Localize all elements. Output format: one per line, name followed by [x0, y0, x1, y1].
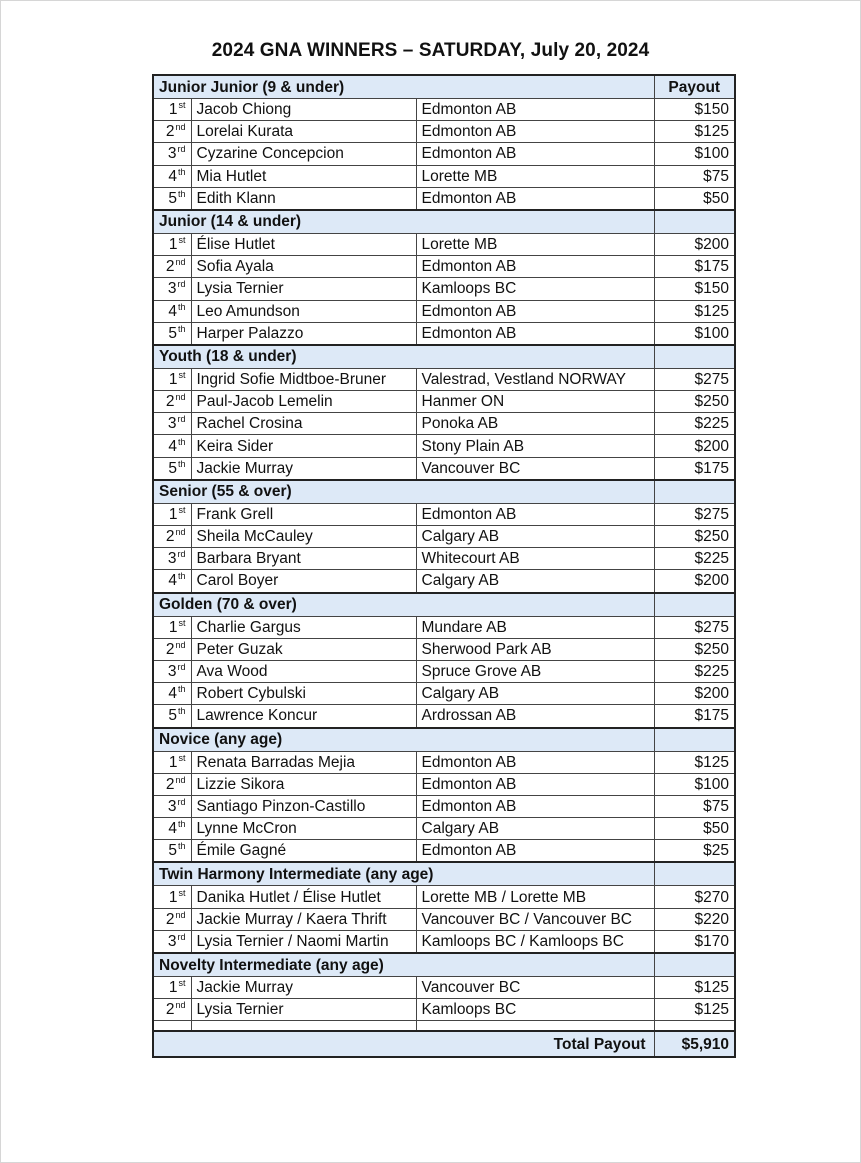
- winner-name: Peter Guzak: [191, 638, 416, 660]
- winner-name: Émile Gagné: [191, 840, 416, 863]
- place-cell: [153, 233, 191, 255]
- place-number: 2: [165, 123, 175, 141]
- place-cell: [153, 435, 191, 457]
- place-suffix: th: [177, 819, 186, 830]
- section-header-row: [153, 862, 735, 886]
- winner-row: [153, 751, 735, 773]
- winner-payout: $275: [654, 503, 735, 525]
- winner-name: Élise Hutlet: [191, 233, 416, 255]
- place-cell: [153, 773, 191, 795]
- payout-header: [654, 345, 735, 369]
- place-suffix: th: [177, 166, 186, 177]
- winner-location: Calgary AB: [416, 683, 654, 705]
- winner-name: Lysia Ternier: [191, 999, 416, 1021]
- payout-header: [654, 210, 735, 234]
- place-number: 1: [168, 753, 178, 771]
- blank-cell: [416, 1021, 654, 1032]
- winner-name: Ava Wood: [191, 660, 416, 682]
- winner-row: [153, 165, 735, 187]
- place-cell: [153, 300, 191, 322]
- section-title: Junior Junior (9 & under): [153, 75, 654, 99]
- winner-name: Jacob Chiong: [191, 99, 416, 121]
- place-number: 1: [168, 236, 178, 254]
- winner-name: Jackie Murray / Kaera Thrift: [191, 908, 416, 930]
- place-suffix: nd: [175, 774, 186, 785]
- place-cell: [153, 548, 191, 570]
- winner-location: Edmonton AB: [416, 121, 654, 143]
- winner-row: [153, 256, 735, 278]
- winner-name: Jackie Murray: [191, 977, 416, 999]
- place-cell: [153, 526, 191, 548]
- winner-payout: $75: [654, 795, 735, 817]
- winner-name: Lysia Ternier / Naomi Martin: [191, 930, 416, 953]
- winner-row: [153, 503, 735, 525]
- winner-payout: $150: [654, 278, 735, 300]
- place-number: 2: [165, 775, 175, 793]
- place-cell: [153, 99, 191, 121]
- place-number: 2: [165, 1001, 175, 1019]
- winner-payout: $225: [654, 660, 735, 682]
- place-cell: [153, 660, 191, 682]
- winner-location: Sherwood Park AB: [416, 638, 654, 660]
- place-cell: [153, 683, 191, 705]
- place-cell: [153, 570, 191, 593]
- payout-header: [654, 480, 735, 504]
- place-cell: [153, 368, 191, 390]
- place-suffix: nd: [175, 639, 186, 650]
- winner-location: Edmonton AB: [416, 99, 654, 121]
- winner-row: [153, 660, 735, 682]
- winner-row: [153, 278, 735, 300]
- place-suffix: rd: [177, 549, 186, 560]
- winner-name: Renata Barradas Mejia: [191, 751, 416, 773]
- section-title: Youth (18 & under): [153, 345, 654, 369]
- winner-row: [153, 187, 735, 210]
- winner-name: Lynne McCron: [191, 818, 416, 840]
- winner-location: Vancouver BC / Vancouver BC: [416, 908, 654, 930]
- winner-name: Keira Sider: [191, 435, 416, 457]
- winner-payout: $175: [654, 705, 735, 728]
- place-suffix: st: [178, 504, 186, 515]
- place-number: 1: [168, 101, 178, 119]
- place-suffix: th: [177, 301, 186, 312]
- winner-payout: $125: [654, 977, 735, 999]
- place-suffix: th: [177, 571, 186, 582]
- place-cell: [153, 840, 191, 863]
- winner-name: Danika Hutlet / Élise Hutlet: [191, 886, 416, 908]
- section-header-row: [153, 728, 735, 752]
- place-cell: [153, 977, 191, 999]
- winner-payout: $220: [654, 908, 735, 930]
- place-cell: [153, 503, 191, 525]
- winner-payout: $100: [654, 143, 735, 165]
- winner-payout: $175: [654, 457, 735, 480]
- place-cell: [153, 886, 191, 908]
- winner-payout: $200: [654, 570, 735, 593]
- winner-location: Edmonton AB: [416, 143, 654, 165]
- winner-row: [153, 795, 735, 817]
- winner-row: [153, 413, 735, 435]
- winner-name: Jackie Murray: [191, 457, 416, 480]
- winner-payout: $50: [654, 187, 735, 210]
- place-cell: [153, 322, 191, 345]
- place-number: 3: [167, 797, 177, 815]
- place-cell: [153, 391, 191, 413]
- winner-name: Carol Boyer: [191, 570, 416, 593]
- place-cell: [153, 638, 191, 660]
- winner-location: Kamloops BC: [416, 278, 654, 300]
- place-number: 3: [167, 280, 177, 298]
- winner-location: Kamloops BC / Kamloops BC: [416, 930, 654, 953]
- place-number: 3: [167, 145, 177, 163]
- place-number: 1: [168, 505, 178, 523]
- blank-row: [153, 1021, 735, 1032]
- winner-payout: $100: [654, 773, 735, 795]
- winner-payout: $125: [654, 121, 735, 143]
- winner-name: Paul-Jacob Lemelin: [191, 391, 416, 413]
- winner-payout: $175: [654, 256, 735, 278]
- place-cell: [153, 143, 191, 165]
- winner-name: Santiago Pinzon-Castillo: [191, 795, 416, 817]
- section-title: Novelty Intermediate (any age): [153, 953, 654, 977]
- section-title: Senior (55 & over): [153, 480, 654, 504]
- place-number: 3: [167, 663, 177, 681]
- place-number: 5: [168, 324, 177, 342]
- payout-header: [654, 593, 735, 617]
- winner-payout: $100: [654, 322, 735, 345]
- place-suffix: nd: [175, 392, 186, 403]
- place-cell: [153, 278, 191, 300]
- winner-row: [153, 683, 735, 705]
- section-header-row: [153, 480, 735, 504]
- section-title: Golden (70 & over): [153, 593, 654, 617]
- place-number: 5: [168, 459, 177, 477]
- section-header-row: [153, 953, 735, 977]
- winner-row: [153, 391, 735, 413]
- winner-location: Whitecourt AB: [416, 548, 654, 570]
- place-cell: [153, 165, 191, 187]
- place-number: 2: [165, 910, 175, 928]
- winner-payout: $200: [654, 683, 735, 705]
- place-suffix: th: [177, 706, 186, 717]
- winner-location: Hanmer ON: [416, 391, 654, 413]
- winner-row: [153, 705, 735, 728]
- winner-payout: $200: [654, 435, 735, 457]
- place-suffix: st: [178, 887, 186, 898]
- blank-cell: [153, 1021, 191, 1032]
- section-header-row: [153, 210, 735, 234]
- winner-row: [153, 570, 735, 593]
- section-header-row: [153, 593, 735, 617]
- winner-location: Kamloops BC: [416, 999, 654, 1021]
- place-number: 4: [168, 167, 177, 185]
- winner-row: [153, 773, 735, 795]
- winner-name: Cyzarine Concepcion: [191, 143, 416, 165]
- place-cell: [153, 908, 191, 930]
- place-suffix: st: [178, 100, 186, 111]
- winner-location: Edmonton AB: [416, 300, 654, 322]
- blank-cell: [654, 1021, 735, 1032]
- winner-name: Edith Klann: [191, 187, 416, 210]
- winner-row: [153, 616, 735, 638]
- place-suffix: th: [177, 684, 186, 695]
- winner-location: Vancouver BC: [416, 457, 654, 480]
- winner-payout: $125: [654, 751, 735, 773]
- winner-payout: $275: [654, 368, 735, 390]
- winner-name: Ingrid Sofie Midtboe-Bruner: [191, 368, 416, 390]
- winner-row: [153, 886, 735, 908]
- place-number: 4: [168, 437, 177, 455]
- place-cell: [153, 457, 191, 480]
- place-number: 2: [165, 258, 175, 276]
- winner-payout: $225: [654, 548, 735, 570]
- place-number: 5: [168, 189, 177, 207]
- place-suffix: th: [177, 841, 186, 852]
- place-suffix: st: [178, 617, 186, 628]
- winner-location: Lorette MB: [416, 165, 654, 187]
- place-cell: [153, 818, 191, 840]
- winner-row: [153, 548, 735, 570]
- winner-location: Mundare AB: [416, 616, 654, 638]
- winner-location: Edmonton AB: [416, 773, 654, 795]
- winner-payout: $225: [654, 413, 735, 435]
- place-suffix: nd: [175, 257, 186, 268]
- winner-location: Edmonton AB: [416, 256, 654, 278]
- winner-row: [153, 99, 735, 121]
- place-number: 1: [168, 370, 178, 388]
- winner-row: [153, 999, 735, 1021]
- place-number: 1: [168, 618, 178, 636]
- section-title: Twin Harmony Intermediate (any age): [153, 862, 654, 886]
- winner-location: Ardrossan AB: [416, 705, 654, 728]
- place-number: 4: [168, 685, 177, 703]
- place-suffix: nd: [175, 1000, 186, 1011]
- place-cell: [153, 121, 191, 143]
- place-suffix: th: [177, 436, 186, 447]
- blank-cell: [191, 1021, 416, 1032]
- place-number: 5: [168, 707, 177, 725]
- winner-location: Vancouver BC: [416, 977, 654, 999]
- place-suffix: nd: [175, 909, 186, 920]
- place-suffix: th: [177, 188, 186, 199]
- winner-payout: $170: [654, 930, 735, 953]
- winner-name: Charlie Gargus: [191, 616, 416, 638]
- place-suffix: nd: [175, 122, 186, 133]
- place-number: 2: [165, 640, 175, 658]
- winner-row: [153, 368, 735, 390]
- winners-table-body: [153, 75, 735, 1057]
- winner-name: Lawrence Koncur: [191, 705, 416, 728]
- section-header-row: [153, 75, 735, 99]
- payout-header: [654, 953, 735, 977]
- winner-name: Lysia Ternier: [191, 278, 416, 300]
- winner-location: Calgary AB: [416, 570, 654, 593]
- section-title: Junior (14 & under): [153, 210, 654, 234]
- winner-name: Robert Cybulski: [191, 683, 416, 705]
- winner-payout: $75: [654, 165, 735, 187]
- winner-location: Edmonton AB: [416, 795, 654, 817]
- place-cell: [153, 930, 191, 953]
- place-cell: [153, 187, 191, 210]
- winner-payout: $25: [654, 840, 735, 863]
- winner-name: Lorelai Kurata: [191, 121, 416, 143]
- winner-name: Lizzie Sikora: [191, 773, 416, 795]
- place-cell: [153, 256, 191, 278]
- winner-name: Rachel Crosina: [191, 413, 416, 435]
- place-suffix: nd: [175, 527, 186, 538]
- place-suffix: st: [178, 978, 186, 989]
- winner-payout: $125: [654, 999, 735, 1021]
- winner-location: Edmonton AB: [416, 322, 654, 345]
- winner-payout: $250: [654, 526, 735, 548]
- winners-table: [152, 74, 736, 1058]
- winner-location: Calgary AB: [416, 818, 654, 840]
- winner-name: Sofia Ayala: [191, 256, 416, 278]
- place-number: 4: [168, 302, 177, 320]
- place-number: 1: [168, 979, 178, 997]
- place-suffix: rd: [177, 414, 186, 425]
- winner-name: Barbara Bryant: [191, 548, 416, 570]
- winner-location: Stony Plain AB: [416, 435, 654, 457]
- place-cell: [153, 999, 191, 1021]
- winner-payout: $50: [654, 818, 735, 840]
- total-value: $5,910: [654, 1031, 735, 1057]
- place-cell: [153, 751, 191, 773]
- section-title: Novice (any age): [153, 728, 654, 752]
- payout-header: [654, 728, 735, 752]
- page-title: 2024 GNA WINNERS – SATURDAY, July 20, 2024: [211, 40, 650, 61]
- place-suffix: rd: [177, 279, 186, 290]
- winner-row: [153, 457, 735, 480]
- place-cell: [153, 705, 191, 728]
- place-number: 3: [167, 932, 177, 950]
- winner-name: Sheila McCauley: [191, 526, 416, 548]
- place-number: 1: [168, 888, 178, 906]
- winner-row: [153, 930, 735, 953]
- place-cell: [153, 413, 191, 435]
- total-label: Total Payout: [153, 1031, 654, 1057]
- winner-location: Edmonton AB: [416, 840, 654, 863]
- place-number: 3: [167, 550, 177, 568]
- place-suffix: th: [177, 458, 186, 469]
- place-number: 4: [168, 572, 177, 590]
- winner-row: [153, 977, 735, 999]
- winner-row: [153, 233, 735, 255]
- winner-payout: $270: [654, 886, 735, 908]
- winner-payout: $250: [654, 638, 735, 660]
- winner-row: [153, 526, 735, 548]
- total-row: [153, 1031, 735, 1057]
- winner-location: Valestrad, Vestland NORWAY: [416, 368, 654, 390]
- place-cell: [153, 616, 191, 638]
- payout-header: Payout: [654, 75, 735, 99]
- winner-location: Ponoka AB: [416, 413, 654, 435]
- place-suffix: th: [177, 323, 186, 334]
- payout-header: [654, 862, 735, 886]
- place-number: 4: [168, 820, 177, 838]
- winner-location: Spruce Grove AB: [416, 660, 654, 682]
- winner-payout: $275: [654, 616, 735, 638]
- winner-location: Edmonton AB: [416, 503, 654, 525]
- winner-name: Leo Amundson: [191, 300, 416, 322]
- winner-row: [153, 818, 735, 840]
- section-header-row: [153, 345, 735, 369]
- place-suffix: rd: [177, 144, 186, 155]
- place-suffix: rd: [177, 662, 186, 673]
- winner-row: [153, 840, 735, 863]
- place-number: 2: [165, 393, 175, 411]
- winner-payout: $200: [654, 233, 735, 255]
- winner-name: Harper Palazzo: [191, 322, 416, 345]
- winner-row: [153, 435, 735, 457]
- place-suffix: rd: [177, 931, 186, 942]
- winner-location: Edmonton AB: [416, 187, 654, 210]
- winner-row: [153, 638, 735, 660]
- place-suffix: st: [178, 752, 186, 763]
- winner-row: [153, 908, 735, 930]
- winner-row: [153, 143, 735, 165]
- place-number: 5: [168, 842, 177, 860]
- winner-payout: $250: [654, 391, 735, 413]
- place-number: 2: [165, 528, 175, 546]
- winner-location: Calgary AB: [416, 526, 654, 548]
- winner-row: [153, 322, 735, 345]
- winner-row: [153, 300, 735, 322]
- winner-name: Frank Grell: [191, 503, 416, 525]
- winner-location: Lorette MB: [416, 233, 654, 255]
- place-suffix: rd: [177, 796, 186, 807]
- place-suffix: st: [178, 369, 186, 380]
- winner-row: [153, 121, 735, 143]
- winner-location: Lorette MB / Lorette MB: [416, 886, 654, 908]
- winner-payout: $125: [654, 300, 735, 322]
- winner-payout: $150: [654, 99, 735, 121]
- place-number: 3: [167, 415, 177, 433]
- place-cell: [153, 795, 191, 817]
- winner-name: Mia Hutlet: [191, 165, 416, 187]
- place-suffix: st: [178, 235, 186, 246]
- winner-location: Edmonton AB: [416, 751, 654, 773]
